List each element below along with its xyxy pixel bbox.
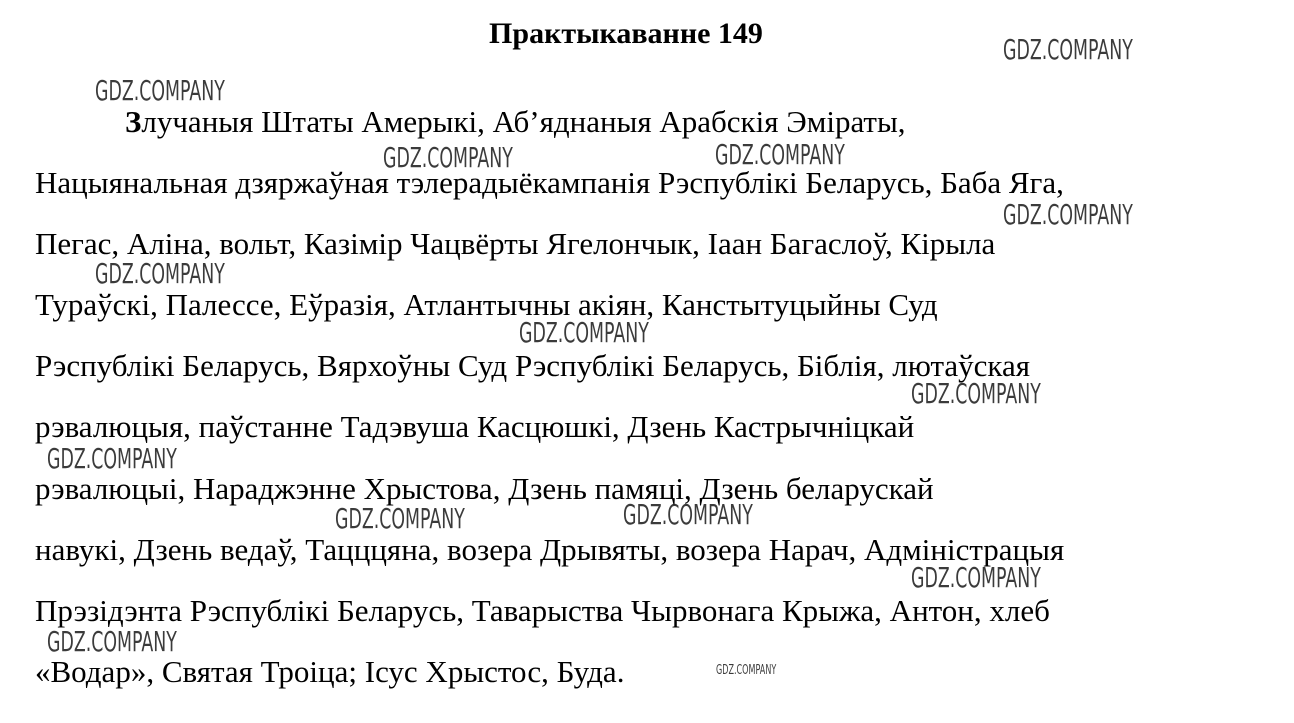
text-line: рэвалюцыя, паўстанне Тадэвуша Касцюшкі, Дзень Кастрычніцкай: [35, 409, 915, 445]
text-line: Нацыянальная дзяржаўная тэлерадыёкампанія Рэспублікі Беларусь, Баба Яга,: [35, 165, 1064, 201]
watermark: GDZ.COMPANY: [715, 138, 845, 171]
watermark: GDZ.COMPANY: [1003, 33, 1133, 66]
drop-cap-letter: З: [125, 104, 142, 139]
text-line-content: лучаныя Штаты Амерыкі, Аб’яднаныя Арабскія Эміраты,: [141, 104, 906, 139]
watermark: GDZ.COMPANY: [519, 316, 649, 349]
watermark: GDZ.COMPANY: [911, 377, 1041, 410]
text-line: «Водар», Святая Троіца; Ісус Хрыстос, Буда.: [35, 653, 625, 689]
text-line: Прэзідэнта Рэспублікі Беларусь, Таварыства Чырвонага Крыжа, Антон, хлеб: [35, 592, 1050, 628]
watermark: GDZ.COMPANY: [1003, 198, 1133, 231]
text-line: Рэспублікі Беларусь, Вярхоўны Суд Рэспублікі Беларусь, Біблія, лютаўская: [35, 348, 1031, 384]
watermark: GDZ.COMPANY: [335, 502, 465, 535]
watermark: GDZ.COMPANY: [383, 141, 513, 174]
text-line: навукі, Дзень ведаў, Тацццяна, возера Дрывяты, возера Нарач, Адміністрацыя: [35, 531, 1065, 567]
watermark: GDZ.COMPANY: [716, 663, 777, 678]
text-line: Тураўскі, Палессе, Еўразія, Атлантычны акіян, Канстытуцыйны Суд: [35, 287, 938, 323]
watermark: GDZ.COMPANY: [95, 257, 225, 290]
watermark: GDZ.COMPANY: [623, 498, 753, 531]
text-line: рэвалюцыі, Нараджэнне Хрыстова, Дзень памяці, Дзень беларускай: [35, 470, 934, 506]
page-title: Практыкаванне 149: [489, 17, 763, 50]
watermark: GDZ.COMPANY: [911, 561, 1041, 594]
exercise-text: [35, 102, 1275, 713]
watermark: GDZ.COMPANY: [95, 74, 225, 107]
watermark: GDZ.COMPANY: [47, 442, 177, 475]
text-line: [35, 102, 1275, 142]
text-line: Пегас, Аліна, вольт, Казімір Чацвёрты Ягелончык, Іаан Багаслоў, Кірыла: [35, 226, 996, 262]
watermark: GDZ.COMPANY: [47, 625, 177, 658]
